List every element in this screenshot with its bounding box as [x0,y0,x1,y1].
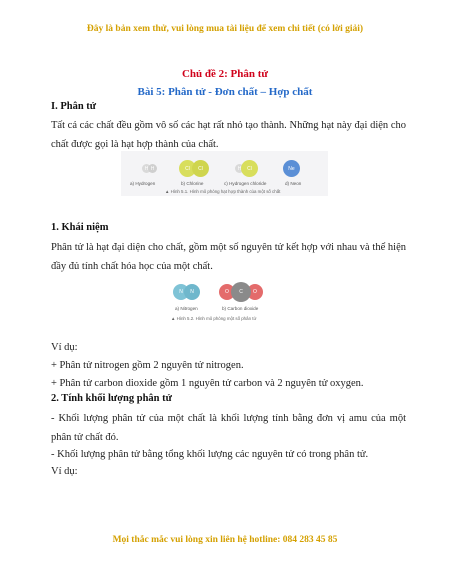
subheading-molecular-mass: 2. Tính khối lượng phân tử [51,393,172,404]
nitrogen-atom: N [184,284,200,300]
oxygen-atom: O [219,284,235,300]
section-paragraph-molecule: Tất cả các chất đều gồm vô số các hạt rất nhỏ tạo thành. Những hạt này đại diện cho chất được gọi là hạt hợp thành của chất. [51,120,406,150]
figure-label: c) Hydrogen chloride [224,181,267,186]
preview-banner: Đây là bản xem thử, vui lòng mua tài liệu để xem chi tiết (có lời giải) [86,24,364,34]
hydrogen-atom: H [235,164,244,173]
figure-label: a) Hydrogen [130,181,156,186]
chlorine-atom: Cl [241,160,258,177]
lesson-title: Bài 5: Phân tử - Đơn chất – Hợp chất [137,86,313,98]
examples-label: Ví dụ: [51,342,78,353]
hydrogen-atom: H [142,164,151,173]
neon-atom: Ne [283,160,300,177]
mass-example-label: Ví dụ: [51,466,78,477]
example-line: + Phân tử nitrogen gồm 2 nguyên tử nitrogen. [51,360,244,371]
figure-label: a) Nitrogen [175,306,198,311]
hydrogen-atom: H [148,164,157,173]
figure-label: d) Neon [285,181,302,186]
example-line: + Phân tử carbon dioxide gồm 1 nguyên tử carbon và 2 nguyên tử oxygen. [51,378,364,389]
figure-caption: ▲ Hình 5.2. Hình mô phỏng một số phân tử [171,316,257,321]
carbon-atom: C [231,282,251,302]
figure-label: b) Carbon dioxide [222,306,259,311]
hotline-footer: Mọi thắc mắc vui lòng xin liên hệ hotline: 084 283 45 85 [112,535,338,545]
mass-paragraph-1: - Khối lượng phân tử của một chất là khối lượng tính bằng đơn vị amu của một phân tử chất đó. [51,413,406,443]
section-heading-molecule: I. Phân tử [51,101,97,112]
figure-molecules [163,278,273,328]
mass-paragraph-2: - Khối lượng phân tử bằng tổng khối lượng các nguyên tử có trong phân tử. [51,449,369,460]
chlorine-atom: Cl [192,160,209,177]
topic-title: Chủ đề 2: Phân tử [181,68,269,80]
figure-caption: ▲ Hình 5.1. Hình mô phỏng hạt hợp thành của một số chất [165,189,281,194]
nitrogen-atom: N [173,284,189,300]
figure-label: b) Chlorine [181,181,204,186]
chlorine-atom: Cl [179,160,196,177]
subheading-concept: 1. Khái niệm [51,222,109,233]
concept-paragraph: Phân tử là hạt đại diện cho chất, gồm một số nguyên tử kết hợp với nhau và thể hiện đầy đủ tính chất hóa học của một chất. [51,242,406,272]
oxygen-atom: O [247,284,263,300]
figure-particles [121,151,328,196]
